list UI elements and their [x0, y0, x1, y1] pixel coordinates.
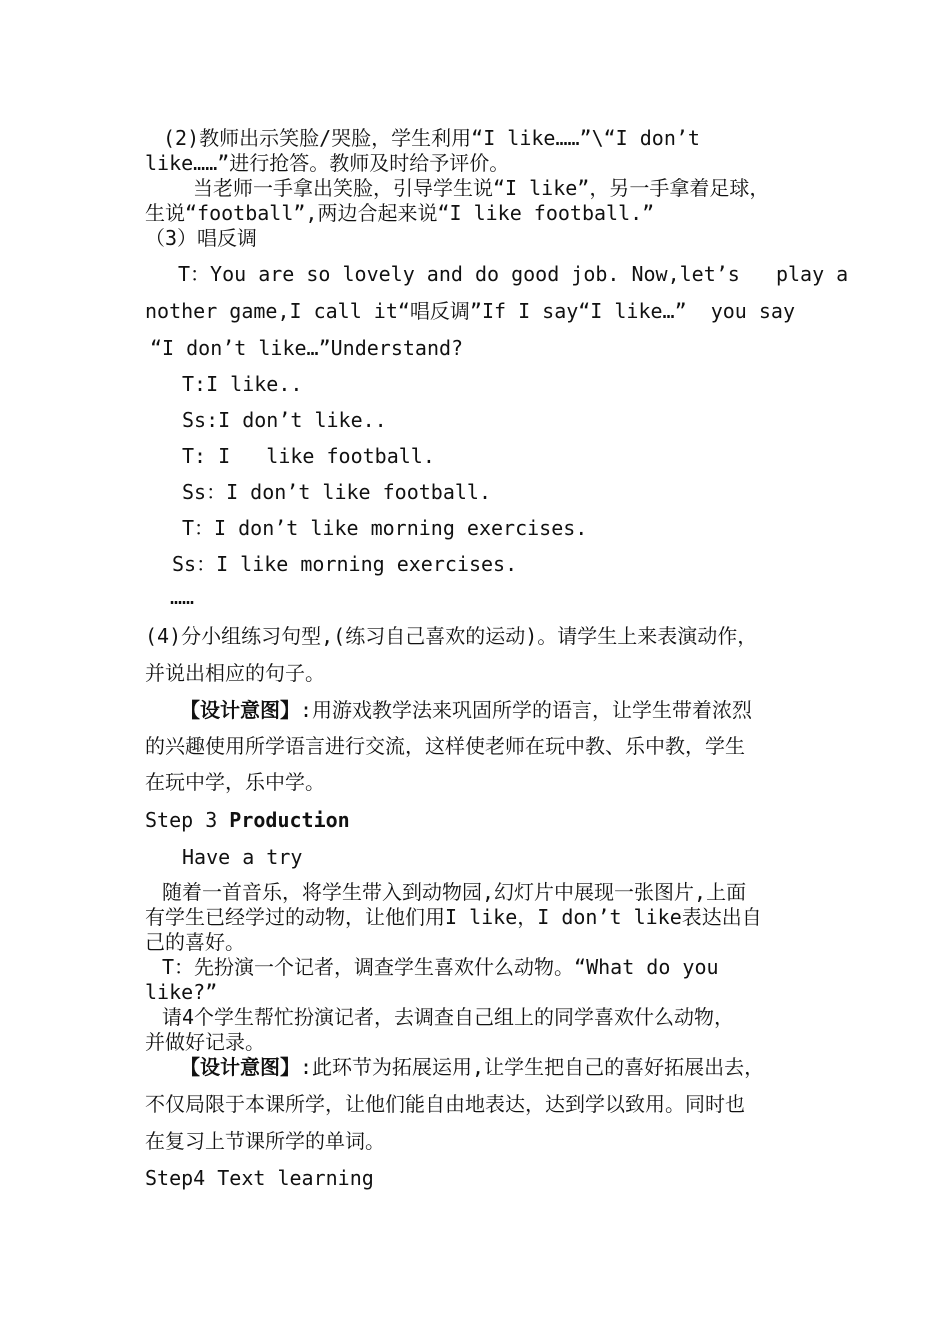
- section-heading: （3）唱反调: [145, 226, 258, 250]
- dialogue-line: T：I don’t like morning exercises.: [182, 516, 588, 540]
- design-intent-label: 【设计意图】: [180, 1055, 300, 1079]
- text-line: like?”: [145, 980, 218, 1004]
- text-line: 当老师一手拿出笑脸，引导学生说“I like”，另一手拿着足球，: [193, 176, 770, 200]
- dialogue-line: Ss:I don’t like..: [182, 408, 387, 432]
- text-line: 在玩中学，乐中学。: [145, 770, 325, 794]
- design-intent-line: [180, 698, 752, 722]
- step-label: Step 3: [145, 808, 230, 832]
- text-line: 的兴趣使用所学语言进行交流，这样使老师在玩中教、乐中教，学生: [145, 734, 745, 758]
- text-line: (4)分小组练习句型,(练习自己喜欢的运动)。请学生上来表演动作，: [145, 624, 758, 648]
- dialogue-line: T: I like football.: [182, 444, 435, 468]
- text-line: T：先扮演一个记者，调查学生喜欢什么动物。“What do you: [162, 955, 719, 979]
- dialogue-line: Ss：I don’t like football.: [182, 480, 491, 504]
- ellipsis: ……: [170, 585, 195, 609]
- design-intent-label: 【设计意图】: [180, 698, 300, 722]
- step-heading: [145, 808, 350, 832]
- text-line: (2)教师出示笑脸/哭脸，学生利用“I like……”\“I don’t: [163, 126, 700, 150]
- text-line: 不仅局限于本课所学，让他们能自由地表达，达到学以致用。同时也: [145, 1092, 745, 1116]
- text-line: 请4个学生帮忙扮演记者，去调查自己组上的同学喜欢什么动物，: [162, 1005, 735, 1029]
- text-line: like……”进行抢答。教师及时给予评价。: [145, 151, 510, 175]
- step-title: Production: [229, 808, 350, 832]
- text-line: 己的喜好。: [145, 930, 245, 954]
- design-intent-text: :此环节为拓展运用,让学生把自己的喜好拓展出去，: [300, 1055, 765, 1079]
- dialogue-line: T:I like..: [182, 372, 303, 396]
- dialogue-line: Ss：I like morning exercises.: [172, 552, 518, 576]
- text-line: nother game,I call it“唱反调”If I say“I like…” you say: [145, 299, 796, 323]
- text-line: 在复习上节课所学的单词。: [145, 1129, 385, 1153]
- design-intent-text: :用游戏教学法来巩固所学的语言，让学生带着浓烈: [300, 698, 753, 722]
- text-line: Have a try: [182, 845, 303, 869]
- design-intent-line: [180, 1055, 764, 1079]
- text-line: 并说出相应的句子。: [145, 661, 325, 685]
- text-line: 有学生已经学过的动物，让他们用I like，I don’t like表达出自: [145, 905, 762, 929]
- text-line: 并做好记录。: [145, 1030, 265, 1054]
- text-line: T：You are so lovely and do good job. Now,let’s play a: [178, 262, 849, 286]
- text-line: 随着一首音乐，将学生带入到动物园,幻灯片中展现一张图片,上面: [162, 880, 747, 904]
- step-heading: Step4 Text learning: [145, 1166, 374, 1190]
- text-line: “I don’t like…”Understand?: [150, 336, 464, 360]
- text-line: 生说“football”,两边合起来说“I like football.”: [145, 201, 655, 225]
